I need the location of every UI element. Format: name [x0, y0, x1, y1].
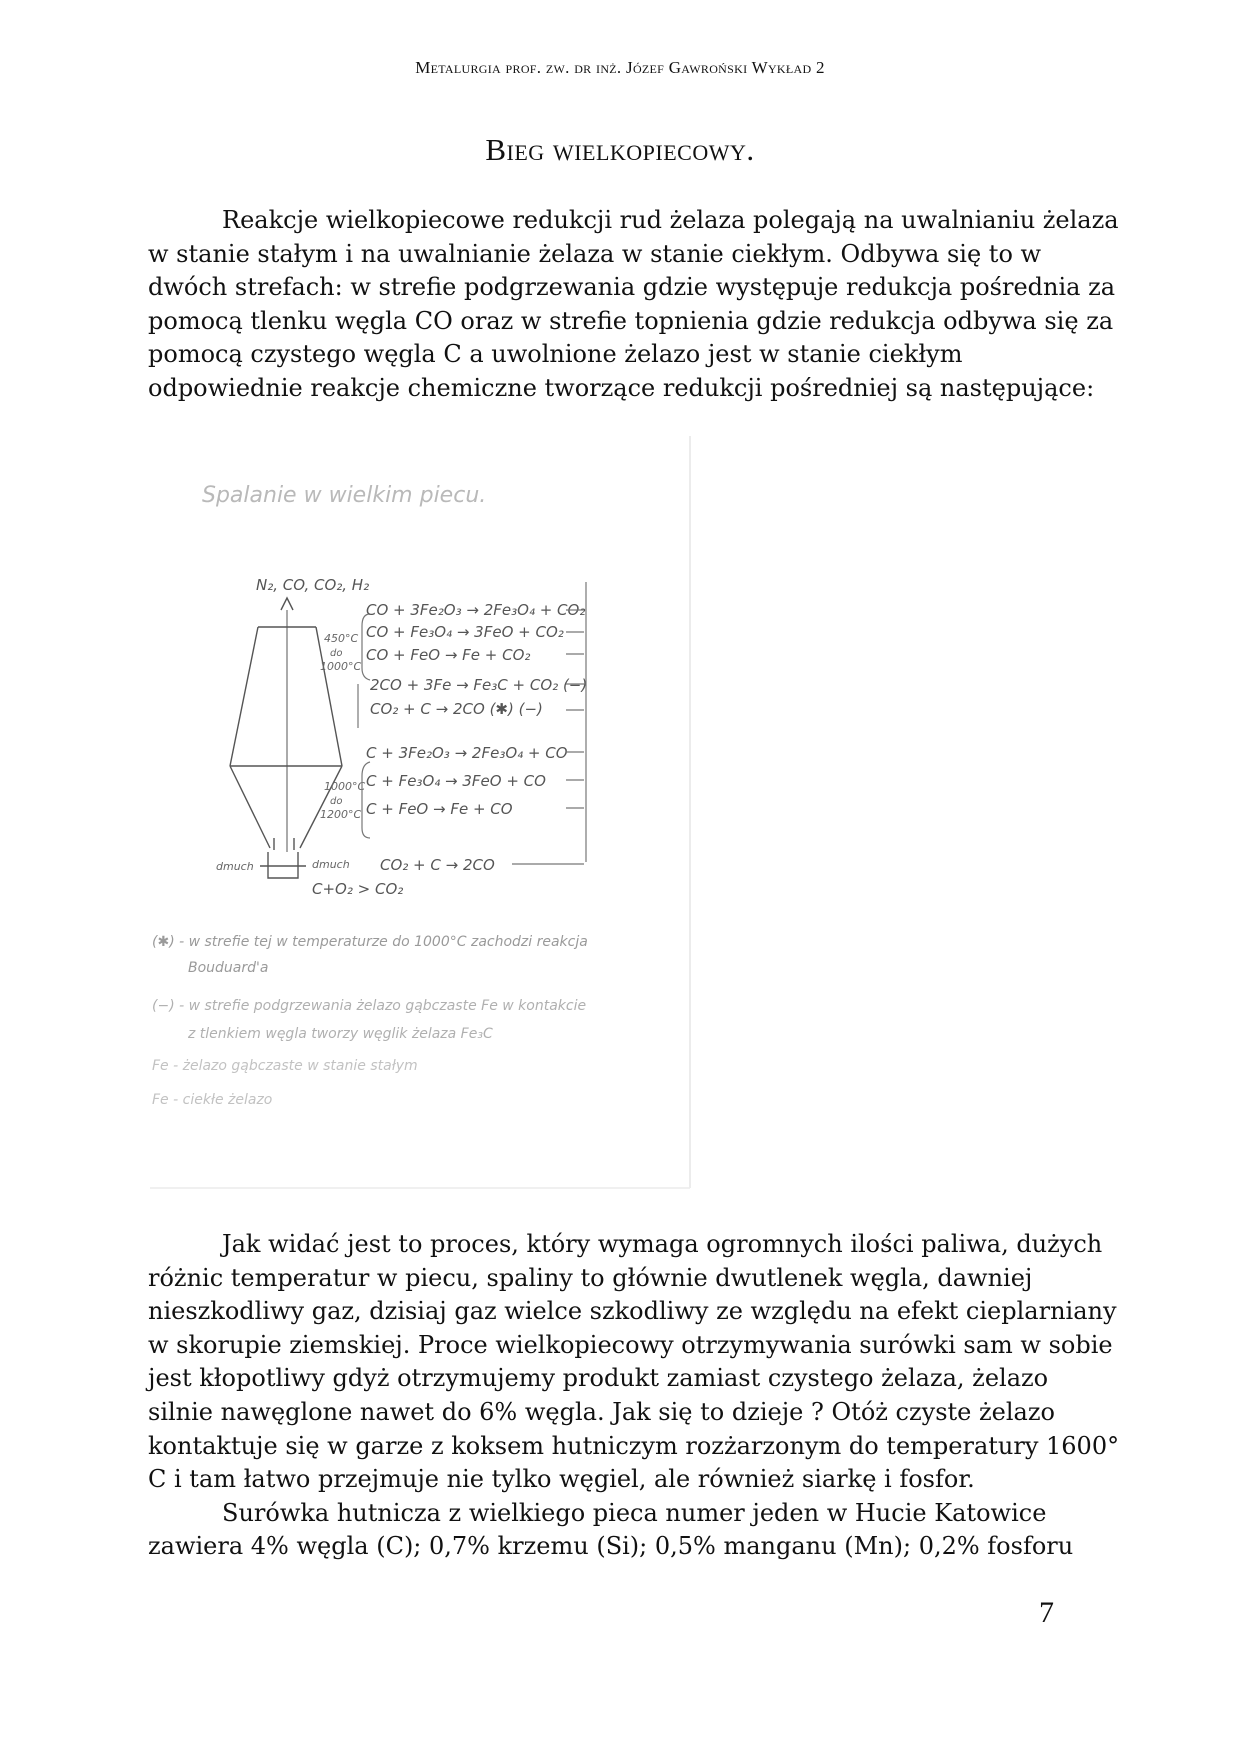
paragraph-process — [148, 1228, 1120, 1564]
reaction-bottom: CO₂ + C → 2CO — [380, 856, 495, 874]
blast-label-left: dmuch — [216, 860, 254, 873]
reaction-zone2-1: C + 3Fe₂O₃ → 2Fe₃O₄ + CO — [366, 744, 568, 762]
zone2-temp-do: do — [330, 796, 343, 807]
reaction-zone2-3: C + FeO → Fe + CO — [366, 800, 513, 818]
reaction-zone1-1: CO + 3Fe₂O₃ → 2Fe₃O₄ + CO₂ — [366, 601, 586, 619]
text-line: Reakcje wielkopiecowe redukcji rud żelaza polegają na uwalnianiu żelaza — [222, 206, 1119, 234]
note-line: z tlenkiem węgla tworzy węglik żelaza Fe₃C — [188, 1026, 493, 1042]
text-line: pomocą czystego węgla C a uwolnione żelazo jest w stanie ciekłym — [148, 340, 963, 369]
text-line: odpowiednie reakcje chemiczne tworzące redukcji pośredniej są następujące: — [148, 373, 1095, 402]
text-line: dwóch strefach: w strefie podgrzewania gdzie występuje redukcja pośrednia za — [148, 273, 1116, 302]
text-line: Jak widać jest to proces, który wymaga ogromnych ilości paliwa, dużych — [222, 1230, 1103, 1258]
text-line: zawiera 4% węgla (C); 0,7% krzemu (Si); 0,5% manganu (Mn); 0,2% fosforu — [148, 1532, 1074, 1561]
blast-label-right: dmuch — [312, 858, 350, 871]
reactions-group — [366, 601, 587, 874]
note-line: Fe - ciekłe żelazo — [152, 1092, 273, 1108]
page-title: Bieg wielkopiecowy. — [485, 132, 755, 167]
zone1-temp-to: 1000°C — [320, 660, 362, 673]
note-line: Fe - żelazo gąbczaste w stanie stałym — [152, 1058, 418, 1074]
zone1-temp-from: 450°C — [324, 632, 359, 645]
blast-furnace-figure — [148, 432, 696, 1192]
combustion-reaction: C+O₂ > CO₂ — [312, 880, 404, 898]
paragraph-intro — [148, 204, 1119, 406]
page-number: 7 — [1039, 1596, 1054, 1629]
furnace-diagram — [148, 432, 696, 1192]
reaction-mid-1: 2CO + 3Fe → Fe₃C + CO₂ (−) — [370, 676, 588, 694]
figure-notes — [152, 934, 588, 1108]
text-line: Surówka hutnicza z wielkiego pieca numer jeden w Hucie Katowice — [222, 1498, 1047, 1527]
text-line: C i tam łatwo przejmuje nie tylko węgiel, ale również siarkę i fosfor. — [148, 1465, 975, 1494]
text-line: różnic temperatur w piecu, spaliny to głównie dwutlenek węgla, dawniej — [148, 1263, 1033, 1292]
reaction-zone1-3: CO + FeO → Fe + CO₂ — [366, 646, 531, 664]
reaction-zone1-2: CO + Fe₃O₄ → 3FeO + CO₂ — [366, 623, 564, 641]
note-line: Bouduard'a — [188, 960, 269, 976]
zone2-temp-to: 1200°C — [320, 808, 362, 821]
text-line: w skorupie ziemskiej. Proce wielkopiecowy otrzymywania surówki sam w sobie — [148, 1330, 1113, 1359]
text-line: nieszkodliwy gaz, dzisiaj gaz wielce szkodliwy ze względu na efekt cieplarniany — [148, 1297, 1117, 1326]
text-line: pomocą tlenku węgla CO oraz w strefie topnienia gdzie redukcja odbywa się za — [148, 306, 1114, 335]
zone1-temp-do: do — [330, 648, 343, 659]
text-line: jest kłopotliwy gdyż otrzymujemy produkt zamiast czystego żelaza, żelazo — [148, 1364, 1049, 1393]
reaction-mid-2: CO₂ + C → 2CO (✱) (−) — [370, 700, 543, 718]
text-line: kontaktuje się w garze z koksem hutniczym rozżarzonym do temperatury 1600° — [148, 1431, 1120, 1460]
text-line: silnie nawęglone nawet do 6% węgla. Jak się to dzieje ? Otóż czyste żelazo — [148, 1397, 1055, 1426]
note-line: (✱) - w strefie tej w temperaturze do 1000°C zachodzi reakcja — [152, 934, 588, 950]
figure-heading: Spalanie w wielkim piecu. — [202, 483, 487, 508]
reaction-zone2-2: C + Fe₃O₄ → 3FeO + CO — [366, 772, 546, 790]
running-header: Metalurgia prof. zw. dr inż. Józef Gawroński Wykład 2 — [415, 58, 825, 77]
top-gases-label: N₂, CO, CO₂, H₂ — [256, 576, 370, 594]
text-line: w stanie stałym i na uwalnianie żelaza w stanie ciekłym. Odbywa się to w — [148, 239, 1042, 268]
note-line: (−) - w strefie podgrzewania żelazo gąbczaste Fe w kontakcie — [152, 998, 587, 1014]
zone2-temp-from: 1000°C — [324, 780, 366, 793]
